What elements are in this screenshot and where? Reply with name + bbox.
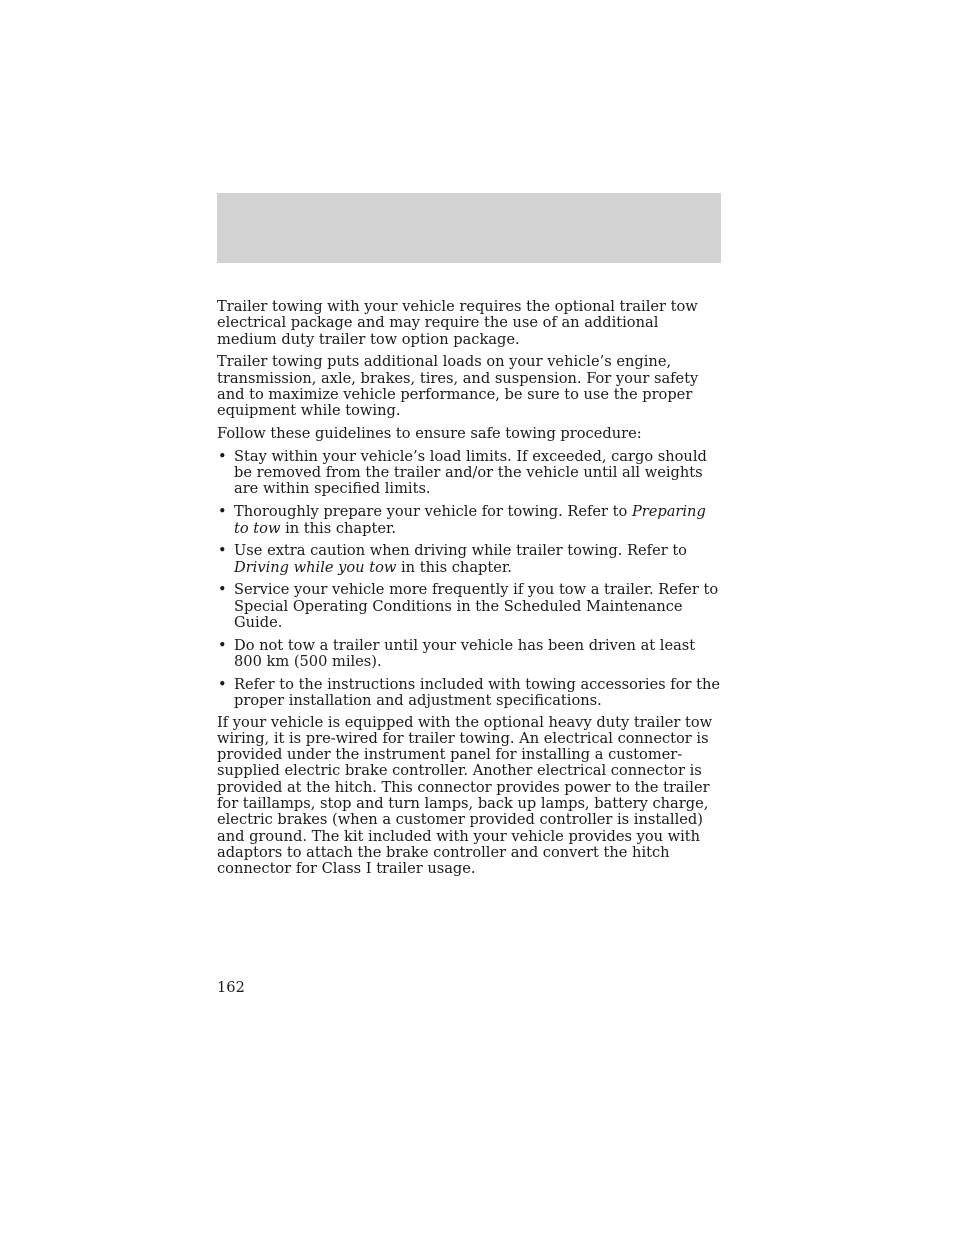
list-item-load-limits: [217, 449, 721, 498]
bullet-icon: •: [218, 503, 227, 521]
list-item-text: Use extra caution when driving while trailer towing. Refer to: [234, 542, 687, 560]
list-item-accessories: [217, 677, 721, 710]
loads-paragraph: Trailer towing puts additional loads on your vehicle’s engine, transmission, axle, brakes, tires, and suspension. For your safety and to maximize vehicle performance, be sure to use the proper equipment while towing.: [217, 353, 699, 420]
guidelines-paragraph: Follow these guidelines to ensure safe towing procedure:: [217, 425, 642, 443]
page-number: 162: [217, 979, 245, 996]
list-item-text: Thoroughly prepare your vehicle for towing. Refer to: [234, 503, 632, 521]
page-content: [217, 299, 721, 884]
list-item-text: in this chapter.: [396, 558, 512, 576]
list-item-prepare: [217, 504, 721, 537]
bullet-icon: •: [218, 447, 227, 465]
list-item-text: Refer to the instructions included with towing accessories for the proper installation and adjustment specifications.: [234, 675, 720, 710]
wiring-paragraph: If your vehicle is equipped with the optional heavy duty trailer tow wiring, it is pre-wired for trailer towing. An electrical connector is provided under the instrument panel for installing a customer-supplied electric brake controller. Another electrical connector is provided at the hitch. This connector provides power to the trailer for taillamps, stop and turn lamps, back up lamps, battery charge, electric brakes (when a customer provided controller is installed) and ground. The kit included with your vehicle provides you with adaptors to attach the brake controller and convert the hitch connector for Class I trailer usage.: [217, 713, 713, 878]
list-item-text: in this chapter.: [280, 519, 396, 537]
list-item-text: Service your vehicle more frequently if you tow a trailer. Refer to Special Operating Conditions in the Scheduled Maintenance Guide.: [234, 581, 719, 632]
guidelines-list: [217, 449, 721, 710]
intro-paragraph: Trailer towing with your vehicle requires the optional trailer tow electrical package and may require the use of an additional medium duty trailer tow option package.: [217, 298, 698, 348]
list-item-text: Do not tow a trailer until your vehicle has been driven at least 800 km (500 miles).: [234, 636, 696, 671]
bullet-icon: •: [218, 636, 227, 654]
bullet-icon: •: [218, 542, 227, 560]
cross-reference-driving-while-you-tow: Driving while you tow: [234, 558, 397, 576]
list-item-break-in: [217, 638, 721, 671]
cross-reference-preparing-to-tow: Preparing to tow: [234, 503, 706, 537]
list-item-caution: [217, 543, 721, 576]
list-item-service: [217, 582, 721, 631]
bullet-icon: •: [218, 581, 227, 599]
list-item-text: Stay within your vehicle’s load limits. If exceeded, cargo should be removed from the trailer and/or the vehicle until all weights are within specified limits.: [234, 447, 707, 498]
bullet-icon: •: [218, 675, 227, 693]
chapter-header-band: [217, 193, 721, 263]
